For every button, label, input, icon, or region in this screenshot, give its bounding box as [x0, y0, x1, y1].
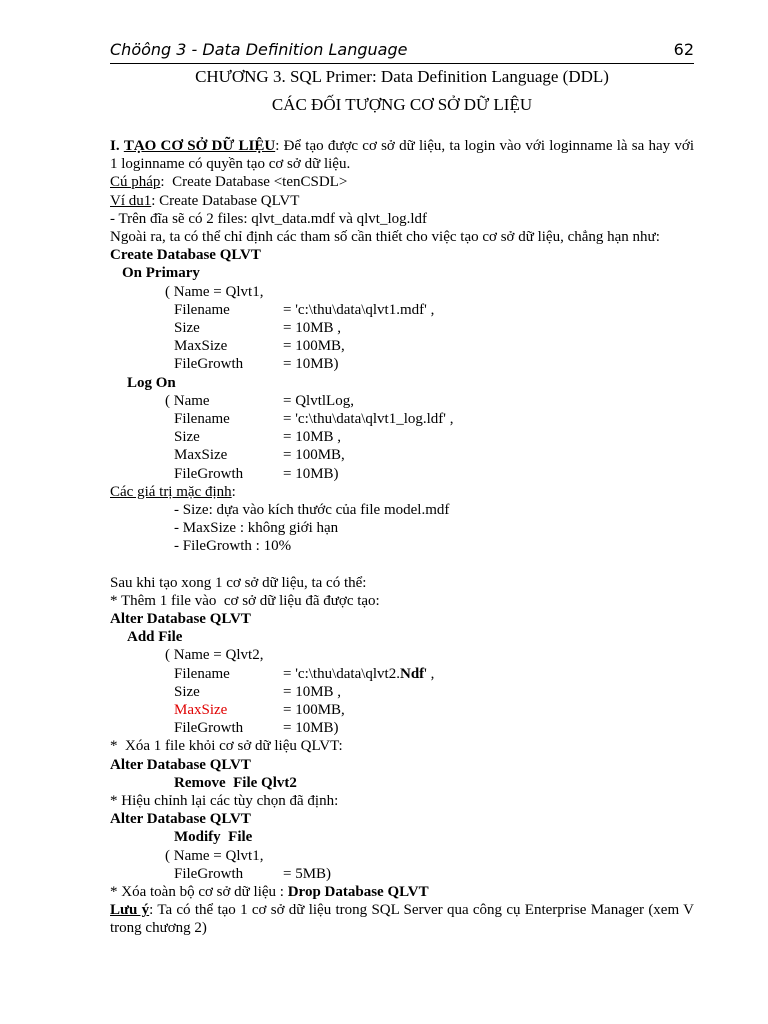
- modify-open: ( Name = Qlvt1,: [165, 847, 264, 864]
- alter-statement-1: Alter Database QLVT: [110, 611, 251, 628]
- drop-line: * Xóa toàn bộ cơ sở dữ liệu : Drop Database QLVT: [110, 883, 429, 900]
- add-file: Add File: [127, 629, 183, 646]
- modify-filegrowth: FileGrowth = 5MB): [174, 865, 332, 882]
- example-line: [110, 192, 694, 210]
- on-primary: On Primary: [122, 265, 200, 282]
- note-text: : Ta có thể tạo 1 cơ sở dữ liệu trong SQL Server qua công cụ Enterprise Manager (xem V trong chương 2): [110, 902, 694, 937]
- note-paragraph: [110, 901, 694, 937]
- files-note: - Trên đĩa sẽ có 2 files: qlvt_data.mdf và qlvt_log.ldf: [110, 210, 428, 227]
- add-open: ( Name = Qlvt2,: [165, 647, 264, 664]
- add-file-note: * Thêm 1 file vào cơ sở dữ liệu đã được tạo:: [110, 592, 380, 609]
- log-maxsize: MaxSize = 100MB,: [174, 447, 345, 464]
- section-number: I.: [110, 138, 120, 154]
- default-filegrowth: - FileGrowth : 10%: [174, 538, 292, 555]
- section-1-intro: [110, 137, 694, 173]
- remove-file: Remove File Qlvt2: [174, 774, 297, 791]
- params-note: Ngoài ra, ta có thể chỉ định các tham số cần thiết cho việc tạo cơ sở dữ liệu, chẳng hạn như:: [110, 228, 660, 245]
- primary-maxsize: MaxSize = 100MB,: [174, 338, 345, 355]
- example-label: Ví du1: [110, 192, 152, 209]
- drop-statement: Drop Database QLVT: [287, 883, 429, 900]
- primary-open: ( Name = Qlvt1,: [165, 283, 264, 300]
- primary-filegrowth: FileGrowth = 10MB): [174, 356, 339, 373]
- syntax-label: Cú pháp: [110, 174, 161, 191]
- log-filegrowth: FileGrowth = 10MB): [174, 465, 339, 482]
- default-size: - Size: dựa vào kích thước của file model.mdf: [174, 501, 450, 518]
- create-statement: Create Database QLVT: [110, 247, 261, 264]
- add-size: Size = 10MB ,: [174, 683, 342, 700]
- default-maxsize: - MaxSize : không giới hạn: [174, 520, 339, 537]
- note-label: Lưu ý: [110, 902, 150, 919]
- document-body: [110, 137, 694, 938]
- running-header: [110, 40, 694, 64]
- add-filegrowth: FileGrowth = 10MB): [174, 720, 339, 737]
- add-filename: Filename = 'c:\thu\data\qlvt2. Ndf ' ,: [174, 665, 435, 682]
- syntax-line: [110, 173, 694, 191]
- modify-file: Modify File: [174, 829, 253, 846]
- alter-statement-2: Alter Database QLVT: [110, 756, 251, 773]
- log-size: Size = 10MB ,: [174, 429, 342, 446]
- log-open: ( Name = QlvtlLog,: [165, 392, 354, 409]
- section-intro-text: : Để tạo được cơ sở dữ liệu, ta login vào với loginname là sa hay với 1 loginname có quyền tạo cơ sở dữ liệu.: [110, 138, 695, 173]
- alter-statement-3: Alter Database QLVT: [110, 811, 251, 828]
- maxsize-highlight: MaxSize: [174, 702, 228, 719]
- chapter-title: CHƯƠNG 3. SQL Primer: Data Definition Language (DDL): [195, 67, 609, 86]
- primary-size: Size = 10MB ,: [174, 319, 342, 336]
- primary-filename: Filename = 'c:\thu\data\qlvt1.mdf' ,: [174, 301, 435, 318]
- log-filename: Filename = 'c:\thu\data\qlvt1_log.ldf' ,: [174, 410, 454, 427]
- add-maxsize: MaxSize = 100MB,: [110, 701, 694, 719]
- after-intro: Sau khi tạo xong 1 cơ sở dữ liệu, ta có thể:: [110, 574, 367, 591]
- running-header-title: Chöông 3 - Data Definition Language: [110, 40, 408, 59]
- defaults-label: Các giá trị mặc định: [110, 483, 232, 500]
- log-on: Log On: [127, 374, 176, 391]
- syntax-text: : Create Database <tenCSDL>: [160, 174, 348, 191]
- section-heading: TẠO CƠ SỞ DỮ LIỆU: [123, 138, 276, 154]
- modify-note: * Hiệu chỉnh lại các tùy chọn đã định:: [110, 793, 339, 809]
- spacer: [110, 556, 694, 574]
- example-text: : Create Database QLVT: [151, 192, 300, 209]
- section-title: CÁC ĐỐI TƯỢNG CƠ SỞ DỮ LIỆU: [271, 95, 533, 114]
- document-page: [110, 40, 694, 938]
- page-number: 62: [673, 40, 694, 59]
- remove-file-note: * Xóa 1 file khỏi cơ sở dữ liệu QLVT:: [110, 738, 343, 755]
- defaults-heading: Các giá trị mặc định:: [110, 483, 236, 500]
